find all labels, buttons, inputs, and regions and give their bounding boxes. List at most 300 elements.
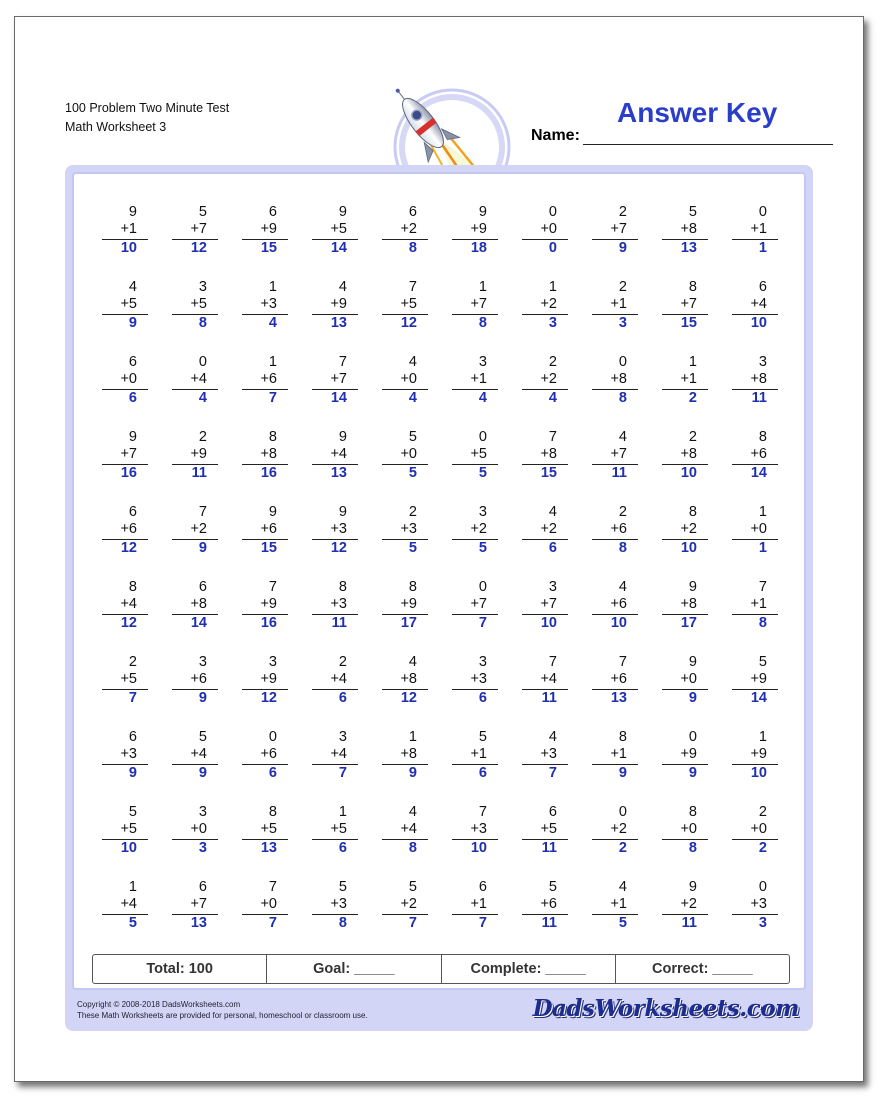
problem <box>732 879 778 932</box>
problem-addend-bottom: +3 <box>452 671 498 690</box>
problem-addend-bottom: +4 <box>382 821 428 840</box>
problem-answer: 13 <box>330 465 347 481</box>
problem-addend-top: 8 <box>268 804 277 820</box>
problem-answer: 9 <box>198 765 207 781</box>
problem-addend-bottom: +6 <box>242 746 288 765</box>
problem <box>452 504 498 557</box>
problem <box>382 504 428 557</box>
problem <box>102 204 148 257</box>
problem-answer: 10 <box>120 240 137 256</box>
problem-addend-bottom: +5 <box>172 296 218 315</box>
problem-answer: 9 <box>128 765 137 781</box>
name-line <box>583 144 833 145</box>
problem <box>102 504 148 557</box>
problem <box>312 204 358 257</box>
problem-addend-bottom: +4 <box>102 896 148 915</box>
problem-answer: 10 <box>680 465 697 481</box>
problem-addend-top: 4 <box>408 804 417 820</box>
problem-addend-top: 3 <box>198 654 207 670</box>
problem-addend-top: 3 <box>478 504 487 520</box>
problem-answer: 11 <box>611 465 627 481</box>
problem-answer: 4 <box>478 390 487 406</box>
problem <box>732 429 778 482</box>
problem-answer: 12 <box>120 540 137 556</box>
problem-answer: 10 <box>120 840 137 856</box>
problem-answer: 12 <box>400 315 417 331</box>
problem <box>242 654 288 707</box>
problem-addend-bottom: +5 <box>102 671 148 690</box>
problem <box>102 804 148 857</box>
problem-addend-bottom: +0 <box>242 896 288 915</box>
problem-answer: 16 <box>260 465 277 481</box>
problem-addend-bottom: +5 <box>102 296 148 315</box>
problem <box>592 654 638 707</box>
problem-addend-top: 1 <box>688 354 697 370</box>
problem <box>102 654 148 707</box>
problem-addend-top: 3 <box>268 654 277 670</box>
problem-addend-bottom: +4 <box>312 746 358 765</box>
problem <box>592 879 638 932</box>
problem-answer: 3 <box>758 915 767 931</box>
problem <box>172 354 218 407</box>
problem-answer: 8 <box>338 915 347 931</box>
problem <box>382 804 428 857</box>
problem-addend-bottom: +9 <box>452 221 498 240</box>
problem-addend-bottom: +1 <box>592 746 638 765</box>
problem <box>522 879 568 932</box>
problem-answer: 7 <box>478 615 487 631</box>
problem-addend-bottom: +9 <box>242 596 288 615</box>
problem-addend-bottom: +6 <box>522 896 568 915</box>
problem <box>732 729 778 782</box>
problem-addend-top: 1 <box>268 354 277 370</box>
problem-addend-bottom: +4 <box>312 446 358 465</box>
problem-addend-bottom: +8 <box>382 671 428 690</box>
problem-addend-bottom: +2 <box>522 371 568 390</box>
problem-answer: 9 <box>688 765 697 781</box>
problem-addend-bottom: +7 <box>172 221 218 240</box>
problem-addend-top: 9 <box>688 879 697 895</box>
problem-addend-top: 3 <box>758 354 767 370</box>
problem-addend-top: 0 <box>478 429 487 445</box>
problem-addend-bottom: +5 <box>242 821 288 840</box>
problem-answer: 15 <box>260 240 277 256</box>
problem-answer: 7 <box>268 915 277 931</box>
problem <box>312 279 358 332</box>
problem <box>662 504 708 557</box>
problem-addend-top: 7 <box>198 504 207 520</box>
problem-addend-bottom: +2 <box>172 521 218 540</box>
problem-addend-top: 2 <box>618 279 627 295</box>
problem-addend-bottom: +9 <box>662 746 708 765</box>
problem <box>662 879 708 932</box>
problem-answer: 14 <box>750 690 767 706</box>
name-field[interactable] <box>531 97 833 145</box>
problem <box>522 429 568 482</box>
problem <box>732 654 778 707</box>
problem-answer: 15 <box>540 465 557 481</box>
problem-addend-bottom: +7 <box>592 221 638 240</box>
problem-addend-bottom: +7 <box>102 446 148 465</box>
problem-answer: 12 <box>400 690 417 706</box>
problem <box>592 579 638 632</box>
problem-answer: 8 <box>408 840 417 856</box>
problem <box>102 354 148 407</box>
worksheet-page <box>14 16 864 1082</box>
problem-addend-top: 9 <box>688 654 697 670</box>
problem-addend-top: 2 <box>338 654 347 670</box>
problem <box>172 804 218 857</box>
problem-addend-top: 4 <box>548 729 557 745</box>
problem <box>242 279 288 332</box>
problem-addend-bottom: +3 <box>312 521 358 540</box>
answer-key-label: Answer Key <box>617 97 778 128</box>
problem-addend-top: 2 <box>758 804 767 820</box>
problem-grid <box>74 174 804 988</box>
problem-addend-top: 2 <box>618 204 627 220</box>
title-line-1: 100 Problem Two Minute Test <box>65 101 230 115</box>
problem-answer: 14 <box>750 465 767 481</box>
problem <box>172 729 218 782</box>
problem-answer: 14 <box>330 240 347 256</box>
problem-addend-top: 3 <box>338 729 347 745</box>
problem <box>382 879 428 932</box>
problem <box>732 204 778 257</box>
problem-answer: 10 <box>750 765 767 781</box>
problem-answer: 4 <box>548 390 557 406</box>
problem-answer: 7 <box>128 690 137 706</box>
problem-answer: 5 <box>408 465 417 481</box>
problem-addend-top: 0 <box>618 804 627 820</box>
problem <box>522 579 568 632</box>
problem-addend-top: 0 <box>758 879 767 895</box>
problem <box>382 429 428 482</box>
usage-line: These Math Worksheets are provided for personal, homeschool or classroom use. <box>77 1011 368 1020</box>
problem-addend-bottom: +9 <box>732 671 778 690</box>
problem-addend-top: 9 <box>268 504 277 520</box>
problem <box>312 579 358 632</box>
problem-answer: 2 <box>618 840 627 856</box>
problem-area <box>72 172 806 990</box>
problem-addend-top: 2 <box>128 654 137 670</box>
problem <box>172 204 218 257</box>
problem-answer: 9 <box>128 315 137 331</box>
problem <box>312 504 358 557</box>
problem-addend-top: 0 <box>198 354 207 370</box>
problem-addend-bottom: +6 <box>592 596 638 615</box>
problem-answer: 10 <box>470 840 487 856</box>
problem-addend-bottom: +9 <box>732 746 778 765</box>
problem-addend-bottom: +7 <box>662 296 708 315</box>
problem-answer: 1 <box>758 540 767 556</box>
problem <box>732 804 778 857</box>
name-label: Name: <box>531 127 580 144</box>
problem <box>382 354 428 407</box>
problem-addend-bottom: +3 <box>452 821 498 840</box>
problem <box>522 204 568 257</box>
problem <box>452 654 498 707</box>
problem-answer: 12 <box>190 240 207 256</box>
problem <box>592 504 638 557</box>
problem-addend-bottom: +9 <box>172 446 218 465</box>
problem-addend-top: 7 <box>548 429 557 445</box>
total-cell: Total: 100 <box>93 955 267 983</box>
problem-answer: 11 <box>681 915 697 931</box>
problem <box>382 279 428 332</box>
problem-addend-top: 8 <box>758 429 767 445</box>
problem-answer: 2 <box>758 840 767 856</box>
problem-addend-bottom: +5 <box>102 821 148 840</box>
problem <box>102 729 148 782</box>
problem-addend-top: 0 <box>268 729 277 745</box>
problem <box>592 204 638 257</box>
problem-answer: 0 <box>548 240 557 256</box>
problem-addend-bottom: +7 <box>452 596 498 615</box>
problem-addend-top: 1 <box>408 729 417 745</box>
problem-addend-bottom: +2 <box>592 821 638 840</box>
problem-addend-top: 7 <box>408 279 417 295</box>
problem-addend-top: 8 <box>128 579 137 595</box>
correct-cell[interactable]: Correct: _____ <box>652 961 753 977</box>
problem-addend-bottom: +8 <box>662 446 708 465</box>
problem <box>662 579 708 632</box>
problem-addend-bottom: +2 <box>522 296 568 315</box>
problem-addend-bottom: +4 <box>522 671 568 690</box>
problem-addend-bottom: +1 <box>662 371 708 390</box>
problem-addend-bottom: +0 <box>732 521 778 540</box>
problem-addend-top: 7 <box>338 354 347 370</box>
problem-answer: 9 <box>618 240 627 256</box>
problem-addend-top: 0 <box>758 204 767 220</box>
problem-addend-top: 5 <box>408 879 417 895</box>
problem-answer: 3 <box>618 315 627 331</box>
problem-answer: 8 <box>758 615 767 631</box>
problem-addend-top: 4 <box>618 429 627 445</box>
problem-addend-bottom: +3 <box>312 596 358 615</box>
problem-answer: 16 <box>120 465 137 481</box>
problem <box>662 279 708 332</box>
problem-answer: 10 <box>610 615 627 631</box>
problem <box>242 804 288 857</box>
problem-answer: 5 <box>128 915 137 931</box>
problem-addend-bottom: +0 <box>732 821 778 840</box>
problem-addend-bottom: +2 <box>382 221 428 240</box>
problem-answer: 4 <box>198 390 207 406</box>
problem <box>732 504 778 557</box>
problem <box>522 804 568 857</box>
problem <box>452 279 498 332</box>
problem-addend-top: 5 <box>128 804 137 820</box>
problem-addend-bottom: +2 <box>662 896 708 915</box>
problem-addend-bottom: +5 <box>382 296 428 315</box>
problem-answer: 14 <box>190 615 207 631</box>
problem <box>242 354 288 407</box>
problem-answer: 13 <box>260 840 277 856</box>
problem <box>452 879 498 932</box>
problem-answer: 9 <box>198 540 207 556</box>
problem-addend-bottom: +4 <box>172 371 218 390</box>
problem-addend-bottom: +8 <box>242 446 288 465</box>
problem-addend-top: 5 <box>198 729 207 745</box>
problem-answer: 4 <box>408 390 417 406</box>
problem-addend-top: 2 <box>548 354 557 370</box>
problem-addend-top: 4 <box>408 354 417 370</box>
problem-addend-top: 0 <box>548 204 557 220</box>
problem-addend-bottom: +6 <box>592 521 638 540</box>
problem <box>172 654 218 707</box>
problem <box>242 429 288 482</box>
problem-addend-bottom: +3 <box>522 746 568 765</box>
problem <box>242 729 288 782</box>
problem-addend-top: 5 <box>198 204 207 220</box>
problem <box>382 579 428 632</box>
problem <box>452 804 498 857</box>
problem-addend-top: 8 <box>338 579 347 595</box>
problem-answer: 7 <box>338 765 347 781</box>
problem-answer: 14 <box>330 390 347 406</box>
problem <box>172 879 218 932</box>
problem-addend-top: 6 <box>128 504 137 520</box>
problem <box>522 654 568 707</box>
problem-answer: 3 <box>198 840 207 856</box>
problem-addend-top: 5 <box>688 204 697 220</box>
problem-addend-bottom: +5 <box>522 821 568 840</box>
title-line-2: Math Worksheet 3 <box>65 120 167 134</box>
problem-addend-top: 7 <box>548 654 557 670</box>
problem-answer: 8 <box>198 315 207 331</box>
problem-addend-top: 7 <box>618 654 627 670</box>
problem-addend-bottom: +1 <box>102 221 148 240</box>
problem-addend-bottom: +3 <box>242 296 288 315</box>
problem <box>522 504 568 557</box>
problem-addend-top: 1 <box>758 504 767 520</box>
problem-addend-bottom: +4 <box>172 746 218 765</box>
problem-addend-bottom: +1 <box>592 896 638 915</box>
problem-addend-bottom: +6 <box>172 671 218 690</box>
problem-answer: 6 <box>548 540 557 556</box>
problem-answer: 10 <box>750 315 767 331</box>
copyright-line: Copyright © 2008-2018 DadsWorksheets.com <box>77 1000 241 1009</box>
problem-addend-bottom: +1 <box>732 221 778 240</box>
problem-addend-bottom: +2 <box>452 521 498 540</box>
problem <box>102 579 148 632</box>
problem-addend-top: 6 <box>128 729 137 745</box>
problem-addend-bottom: +6 <box>242 521 288 540</box>
copyright-notice <box>77 999 368 1021</box>
problem <box>732 279 778 332</box>
problem-frame <box>65 165 813 1031</box>
problem-answer: 10 <box>680 540 697 556</box>
problem-addend-top: 9 <box>128 204 137 220</box>
problem-addend-top: 3 <box>548 579 557 595</box>
problem-answer: 7 <box>478 915 487 931</box>
problem-addend-bottom: +7 <box>172 896 218 915</box>
problem <box>662 429 708 482</box>
problem-addend-bottom: +0 <box>662 821 708 840</box>
problem-addend-top: 1 <box>338 804 347 820</box>
problem <box>102 279 148 332</box>
problem-addend-top: 5 <box>758 654 767 670</box>
problem-addend-top: 8 <box>268 429 277 445</box>
problem-addend-top: 6 <box>268 204 277 220</box>
problem <box>662 729 708 782</box>
problem-addend-top: 9 <box>478 204 487 220</box>
problem-addend-bottom: +8 <box>172 596 218 615</box>
problem-answer: 1 <box>758 240 767 256</box>
problem-answer: 8 <box>408 240 417 256</box>
problem <box>452 354 498 407</box>
complete-cell[interactable]: Complete: _____ <box>442 955 616 983</box>
problem-addend-bottom: +0 <box>172 821 218 840</box>
problem <box>452 729 498 782</box>
problem <box>662 204 708 257</box>
problem-addend-bottom: +3 <box>382 521 428 540</box>
problem-addend-bottom: +0 <box>102 371 148 390</box>
problem-addend-top: 6 <box>478 879 487 895</box>
problem <box>312 879 358 932</box>
problem-answer: 5 <box>478 540 487 556</box>
problem-answer: 12 <box>330 540 347 556</box>
problem-addend-bottom: +1 <box>452 371 498 390</box>
problem-answer: 11 <box>751 390 767 406</box>
problem-addend-bottom: +9 <box>312 296 358 315</box>
problem-addend-top: 1 <box>128 879 137 895</box>
goal-cell[interactable]: Goal: _____ <box>267 955 441 983</box>
problem-addend-bottom: +4 <box>102 596 148 615</box>
problem-addend-bottom: +6 <box>242 371 288 390</box>
problem <box>312 804 358 857</box>
problem-answer: 15 <box>260 540 277 556</box>
problem-addend-top: 3 <box>198 279 207 295</box>
problem-answer: 13 <box>610 690 627 706</box>
problem-answer: 5 <box>408 540 417 556</box>
problem-addend-bottom: +5 <box>312 821 358 840</box>
problem-answer: 13 <box>190 915 207 931</box>
problem <box>312 354 358 407</box>
problem-answer: 5 <box>478 465 487 481</box>
problem <box>312 654 358 707</box>
problem-addend-top: 6 <box>408 204 417 220</box>
problem-answer: 5 <box>618 915 627 931</box>
problem-addend-top: 9 <box>338 504 347 520</box>
problem-addend-bottom: +9 <box>242 671 288 690</box>
problem-addend-bottom: +2 <box>662 521 708 540</box>
problem-answer: 7 <box>268 390 277 406</box>
problem-answer: 11 <box>541 840 557 856</box>
problem-addend-bottom: +8 <box>732 371 778 390</box>
problem <box>662 804 708 857</box>
problem <box>242 879 288 932</box>
problem-addend-bottom: +7 <box>452 296 498 315</box>
problem-addend-top: 6 <box>128 354 137 370</box>
problem <box>592 279 638 332</box>
problem-addend-top: 3 <box>478 654 487 670</box>
problem <box>102 879 148 932</box>
problem-addend-bottom: +4 <box>312 671 358 690</box>
problem-answer: 17 <box>680 615 697 631</box>
problem-addend-top: 0 <box>688 729 697 745</box>
problem-answer: 3 <box>548 315 557 331</box>
problem <box>312 429 358 482</box>
problem-addend-top: 4 <box>618 879 627 895</box>
problem <box>172 279 218 332</box>
problem-addend-top: 8 <box>408 579 417 595</box>
problem-addend-bottom: +0 <box>382 371 428 390</box>
problem-addend-bottom: +1 <box>732 596 778 615</box>
problem-addend-top: 8 <box>688 279 697 295</box>
problem-answer: 8 <box>618 390 627 406</box>
problem-addend-bottom: +6 <box>732 446 778 465</box>
